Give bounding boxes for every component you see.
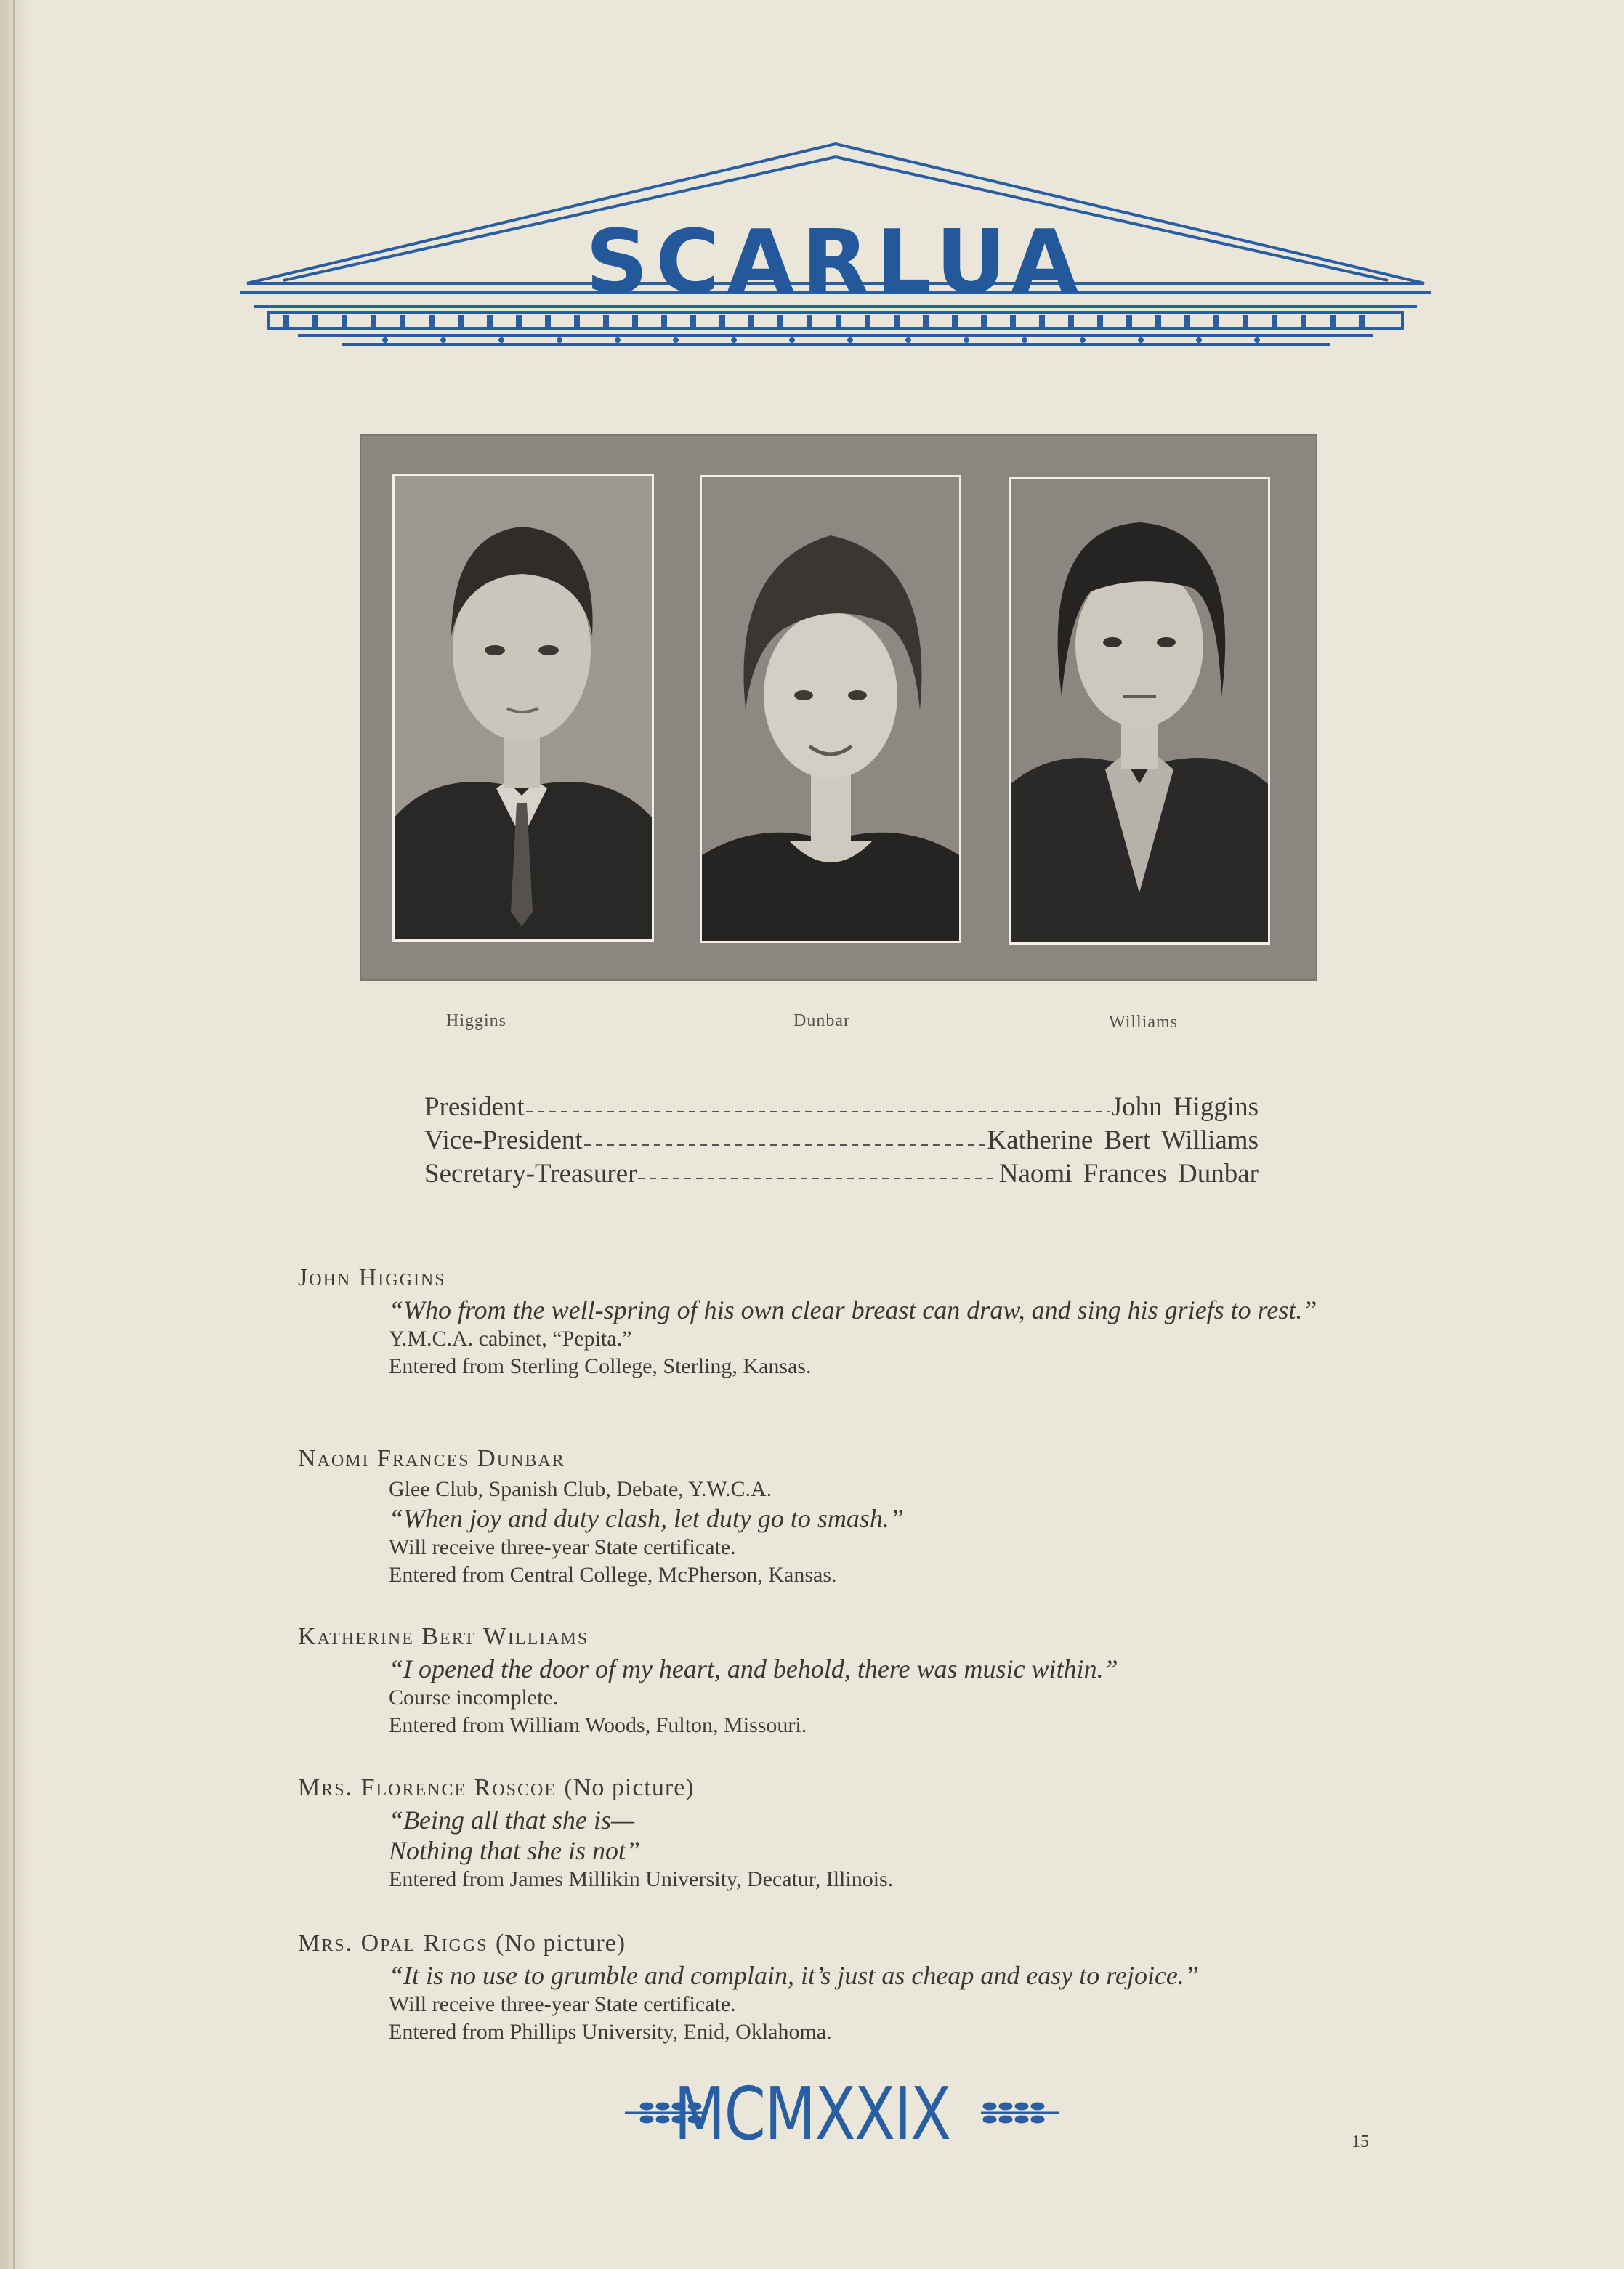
page-edge <box>0 0 29 2269</box>
entry-name: Mrs. Florence Roscoe <box>298 1774 557 1801</box>
entry-quote: “When joy and duty clash, let duty go to smash.” <box>389 1504 904 1533</box>
entry-status: Course incomplete. <box>389 1686 559 1710</box>
entry-naomi-frances-dunbar <box>298 1442 1388 1589</box>
entry-florence-roscoe <box>298 1771 1388 1893</box>
dotted-leader <box>584 1138 986 1146</box>
entry-activities: Y.M.C.A. cabinet, “Pepita.” <box>389 1327 632 1351</box>
entry-name: Naomi Frances Dunbar <box>298 1445 565 1472</box>
entry-entered-from: Entered from William Woods, Fulton, Missouri. <box>389 1713 807 1737</box>
officer-row-president <box>424 1091 1259 1125</box>
caption-williams: Williams <box>1109 1013 1179 1032</box>
dotted-leader <box>638 1172 997 1179</box>
caption-higgins: Higgins <box>446 1011 507 1030</box>
entry-entered-from: Entered from Central College, McPherson, Kansas. <box>389 1563 837 1587</box>
entry-name: Mrs. Opal Riggs <box>298 1930 488 1957</box>
entry-body <box>389 1960 1388 2046</box>
entry-entered-from: Entered from Sterling College, Sterling, Kansas. <box>389 1354 812 1378</box>
entry-name: Katherine Bert Williams <box>298 1623 589 1650</box>
officers-list <box>424 1091 1259 1192</box>
officer-role: Secretary-Treasurer <box>424 1159 637 1189</box>
portrait-williams <box>1009 477 1270 945</box>
officer-role: Vice-President <box>424 1125 583 1155</box>
officer-row-vice-president <box>424 1125 1259 1158</box>
entry-quote-line-2: Nothing that she is not” <box>389 1836 641 1865</box>
entry-name-line <box>298 1771 1388 1805</box>
entry-certificate: Will receive three-year State certificate. <box>389 1535 736 1559</box>
entry-activities: Glee Club, Spanish Club, Debate, Y.W.C.A. <box>389 1477 772 1501</box>
entry-john-higgins <box>298 1261 1388 1380</box>
page-number: 15 <box>1352 2132 1369 2151</box>
caption-dunbar: Dunbar <box>793 1011 850 1030</box>
officer-name: Katherine Bert Williams <box>987 1125 1259 1155</box>
entry-entered-from: Entered from Phillips University, Enid, Oklahoma. <box>389 2020 832 2044</box>
entry-entered-from: Entered from James Millikin University, Decatur, Illinois. <box>389 1867 894 1891</box>
footer-year: MCMXXIX <box>674 2071 950 2156</box>
entry-quote-line-1: “Being all that she is— <box>389 1805 635 1835</box>
entry-quote: “It is no use to grumble and complain, it’s just as cheap and easy to rejoice.” <box>389 1961 1199 1990</box>
header-pediment <box>240 138 1431 356</box>
dotted-leader <box>526 1105 1110 1112</box>
laurel-right-icon <box>979 2098 1059 2127</box>
entry-note: (No picture) <box>495 1930 626 1957</box>
entry-quote: “I opened the door of my heart, and behold, there was music within.” <box>389 1654 1118 1683</box>
entry-certificate: Will receive three-year State certificate. <box>389 1992 736 2016</box>
entry-quote: “Who from the well-spring of his own clear breast can draw, and sing his griefs to rest.” <box>389 1295 1317 1324</box>
officer-row-secretary-treasurer <box>424 1158 1259 1192</box>
entry-name-line <box>298 1927 1388 1960</box>
photo-panel <box>360 434 1317 981</box>
entry-opal-riggs <box>298 1927 1388 2046</box>
officer-role: President <box>424 1092 525 1122</box>
entry-body <box>389 1805 1388 1893</box>
portrait-higgins <box>392 474 654 942</box>
officer-name: Naomi Frances Dunbar <box>998 1159 1259 1189</box>
officer-name: John Higgins <box>1111 1092 1259 1122</box>
footer <box>0 2071 1624 2158</box>
entry-body <box>389 1476 1388 1589</box>
binding-line <box>13 0 15 2269</box>
entry-note: (No picture) <box>564 1774 695 1801</box>
entry-katherine-bert-williams <box>298 1620 1388 1739</box>
entry-body <box>389 1654 1388 1739</box>
portrait-dunbar <box>700 475 961 943</box>
header-title: SCARLUA <box>585 212 1086 313</box>
entry-body <box>389 1295 1388 1380</box>
entry-name: John Higgins <box>298 1264 446 1291</box>
